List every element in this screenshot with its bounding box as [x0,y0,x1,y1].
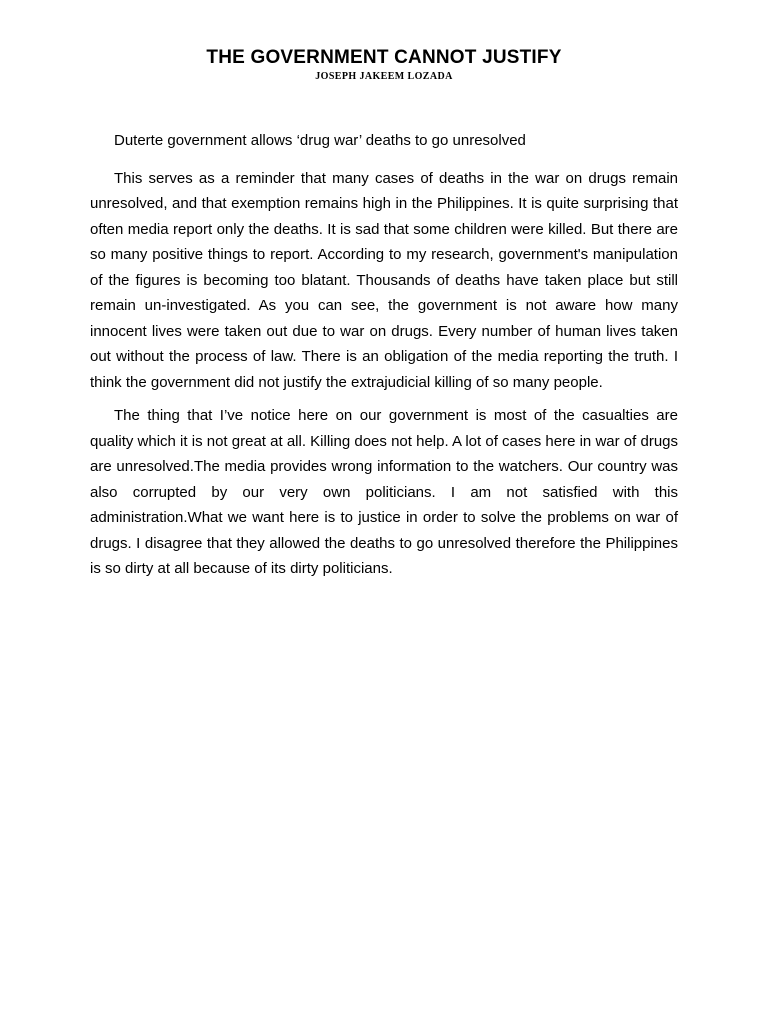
document-subtitle: Duterte government allows ‘drug war’ deaths to go unresolved [114,132,526,149]
document-title: THE GOVERNMENT CANNOT JUSTIFY [206,47,562,68]
body-paragraph-2: The thing that I’ve notice here on our government is most of the casualties are quality which it is not great at all. Killing does not help. A lot of cases here in war of drugs are unresolved.The media provides wrong information to the watchers. Our country was also corrupted by our very own politicians. I am not satisfied with this administration.What we want here is to justice in order to solve the problems on war of drugs. I disagree that they allowed the deaths to go unresolved therefore the Philippines is so dirty at all because of its dirty politicians. [90,407,678,577]
body-paragraph-1: This serves as a reminder that many cases of deaths in the war on drugs remain unresolved, and that exemption remains high in the Philippines. It is quite surprising that often media report only the deaths. It is sad that some children were killed. But there are so many positive things to report. According to my research, government's manipulation of the figures is becoming too blatant. Thousands of deaths have taken place but still remain un-investigated. As you can see, the government is not aware how many innocent lives were taken out due to war on drugs. Every number of human lives taken out without the process of law. There is an obligation of the media reporting the truth. I think the government did not justify the extrajudicial killing of so many people. [90,169,678,391]
document-author: JOSEPH JAKEEM LOZADA [315,71,453,82]
document-body [90,128,678,590]
